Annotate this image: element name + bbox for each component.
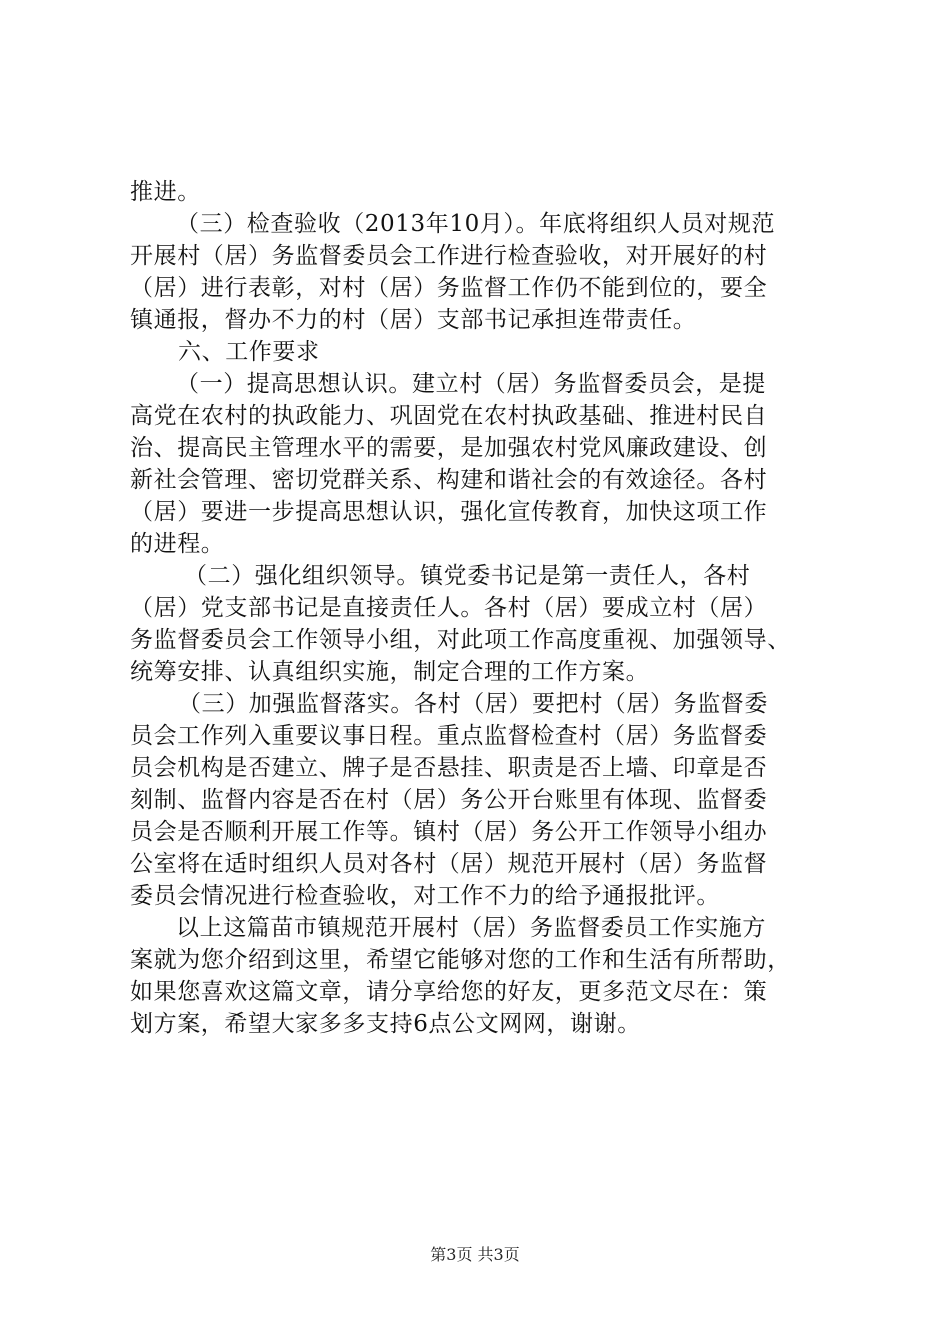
page-number-footer: 第3页 共3页 — [430, 1245, 520, 1264]
body-line: 高党在农村的执政能力、巩固党在农村执政基础、推进村民自 — [130, 403, 768, 429]
body-line: 新社会管理、密切党群关系、构建和谐社会的有效途径。各村 — [130, 467, 768, 493]
body-line: 的进程。 — [130, 531, 225, 557]
body-line: 员会机构是否建立、牌子是否悬挂、职责是否上墙、印章是否 — [130, 755, 768, 781]
body-line: 统筹安排、认真组织实施，制定合理的工作方案。 — [130, 659, 650, 685]
section-heading: 六、工作要求 — [178, 339, 320, 365]
body-line: 镇通报，督办不力的村（居）支部书记承担连带责任。 — [130, 307, 697, 333]
body-line: 案就为您介绍到这里，希望它能够对您的工作和生活有所帮助， — [130, 947, 791, 973]
body-line: （居）党支部书记是直接责任人。各村（居）要成立村（居） — [130, 595, 768, 621]
body-line: 开展村（居）务监督委员会工作进行检查验收，对开展好的村 — [130, 243, 768, 269]
body-line: （二）强化组织领导。镇党委书记是第一责任人，各村 — [184, 563, 751, 589]
body-line: （居）进行表彰，对村（居）务监督工作仍不能到位的，要全 — [130, 275, 768, 301]
body-line: 以上这篇苗市镇规范开展村（居）务监督委员工作实施方 — [176, 915, 766, 941]
body-line: 员会工作列入重要议事日程。重点监督检查村（居）务监督委 — [130, 723, 768, 749]
body-line: 治、提高民主管理水平的需要，是加强农村党风廉政建设、创 — [130, 435, 768, 461]
body-line: 务监督委员会工作领导小组，对此项工作高度重视、加强领导、 — [130, 627, 791, 653]
body-line: 员会是否顺利开展工作等。镇村（居）务公开工作领导小组办 — [130, 819, 768, 845]
body-line: （三）检查验收（2013年10月）。年底将组织人员对规范 — [176, 211, 776, 237]
body-line: 推进。 — [130, 179, 201, 205]
body-line: （居）要进一步提高思想认识，强化宣传教育，加快这项工作 — [130, 499, 768, 525]
body-line: 如果您喜欢这篇文章，请分享给您的好友，更多范文尽在：策 — [130, 979, 768, 1005]
body-line: 公室将在适时组织人员对各村（居）规范开展村（居）务监督 — [130, 851, 768, 877]
body-line: 委员会情况进行检查验收，对工作不力的给予通报批评。 — [130, 883, 720, 909]
body-line: （三）加强监督落实。各村（居）要把村（居）务监督委 — [178, 691, 768, 717]
body-line: 划方案，希望大家多多支持6点公文网网，谢谢。 — [130, 1011, 641, 1037]
body-line: （一）提高思想认识。建立村（居）务监督委员会，是提 — [176, 371, 766, 397]
body-line: 刻制、监督内容是否在村（居）务公开台账里有体现、监督委 — [130, 787, 768, 813]
